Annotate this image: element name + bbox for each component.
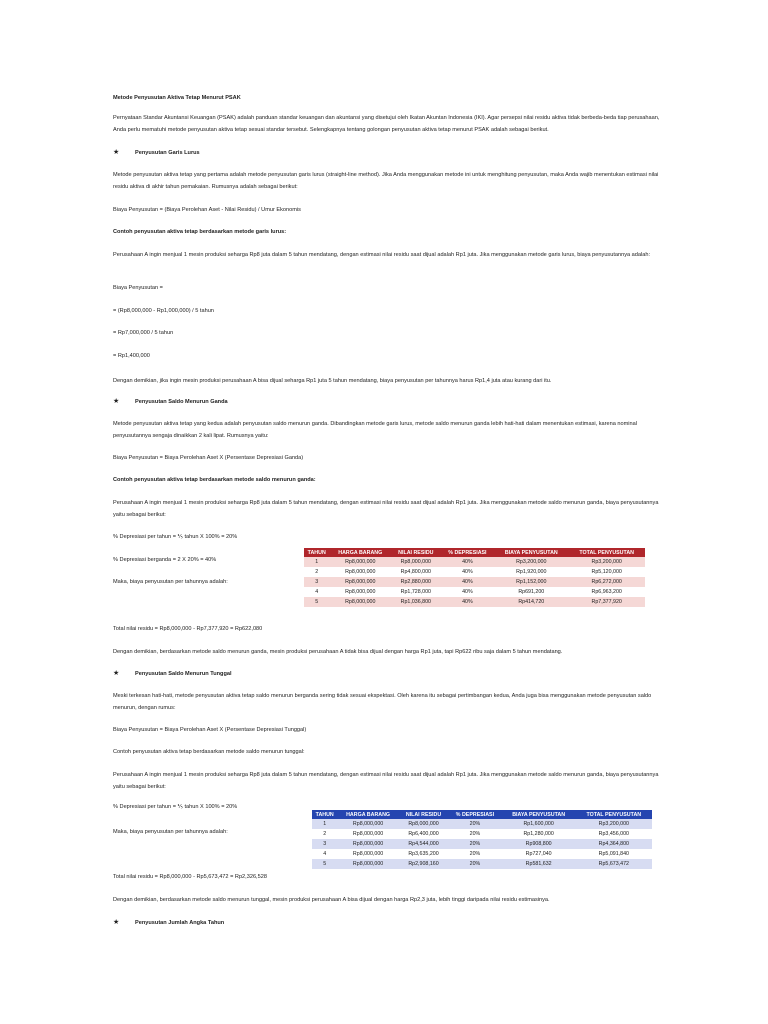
table-cell: 20% <box>448 829 501 839</box>
table-cell: Rp1,280,000 <box>502 829 576 839</box>
formula: Biaya Penyusutan = (Biaya Perolehan Aset - Nilai Residu) / Umur Ekonomis <box>113 207 301 213</box>
section-heading-jumlah-angka-tahun: Penyusutan Jumlah Angka Tahun <box>135 920 225 926</box>
table-cell: 5 <box>312 859 337 869</box>
table-cell: 3 <box>312 839 337 849</box>
star-bullet-icon: ★ <box>113 670 120 677</box>
table-cell: Rp1,920,000 <box>494 567 568 577</box>
table-cell: Rp3,200,000 <box>568 557 645 567</box>
table-cell: 20% <box>448 849 501 859</box>
table-cell: 1 <box>312 819 337 829</box>
table-cell: Rp1,600,000 <box>502 819 576 829</box>
star-bullet-icon: ★ <box>113 398 120 405</box>
table-row <box>304 597 645 607</box>
table-row <box>312 849 652 859</box>
table-cell: Rp727,040 <box>502 849 576 859</box>
example-heading: Contoh penyusutan aktiva tetap berdasarkan metode saldo menurun ganda: <box>113 477 316 483</box>
table-cell: Rp6,272,000 <box>568 577 645 587</box>
table-cell: 2 <box>312 829 337 839</box>
column-header: BIAYA PENYUSUTAN <box>502 810 576 819</box>
calculation-line: % Depresiasi per tahun = ⅕ tahun X 100% = 20% <box>113 534 238 540</box>
table-cell: Rp8,000,000 <box>329 577 391 587</box>
column-header: TAHUN <box>304 548 329 557</box>
paragraph: Metode penyusutan aktiva tetap yang pertama adalah metode penyusutan garis lurus (straight-line method). Jika Anda menggunakan metode ini untuk menghitung penyusutan, maka Anda wajib menentukan estimasi nilai residu aktiva di akhir tahun pemakaian. Rumusnya adalah sebagai berikut: <box>113 172 659 190</box>
table-cell: Rp908,800 <box>502 839 576 849</box>
table-cell: Rp8,000,000 <box>337 859 398 869</box>
column-header: NILAI RESIDU <box>399 810 448 819</box>
paragraph: Perusahaan A ingin menjual 1 mesin produksi seharga Rp8 juta dalam 5 tahun mendatang, dengan estimasi nilai residu saat dijual adalah Rp1 juta. Jika menggunakan metode saldo menurun ganda, biaya penyusutannya yaitu sebagai berikut: <box>113 500 659 518</box>
calculation-line: % Depresiasi berganda = 2 X 20% = 40% <box>113 557 217 563</box>
formula: Biaya Penyusutan = Biaya Perolehan Aset X (Persentase Depresiasi Ganda) <box>113 455 304 461</box>
conclusion: Dengan demikian, berdasarkan metode saldo menurun ganda, mesin produksi perusahaan A tidak bisa dijual dengan harga Rp1 juta, tapi Rp622 ribu saja dalam 5 tahun mendatang. <box>113 649 563 655</box>
column-header: BIAYA PENYUSUTAN <box>494 548 568 557</box>
table-cell: Rp3,200,000 <box>576 819 652 829</box>
conclusion: Dengan demikian, berdasarkan metode saldo menurun tunggal, mesin produksi perusahaan A bisa dijual dengan harga Rp2,3 juta, lebih tinggi daripada nilai residu estimasinya. <box>113 897 550 903</box>
table-cell: Rp8,000,000 <box>337 829 398 839</box>
table-cell: Rp6,400,000 <box>399 829 448 839</box>
table-cell: Rp3,200,000 <box>494 557 568 567</box>
section-heading-garis-lurus: Penyusutan Garis Lurus <box>135 150 200 156</box>
table-cell: 5 <box>304 597 329 607</box>
table-cell: 4 <box>312 849 337 859</box>
table-cell: Rp8,000,000 <box>337 819 398 829</box>
table-cell: Rp1,152,000 <box>494 577 568 587</box>
table-cell: 40% <box>441 597 495 607</box>
table-cell: Rp8,000,000 <box>337 849 398 859</box>
calculation-line: = (Rp8,000,000 - Rp1,000,000) / 5 tahun <box>113 308 214 314</box>
column-header: % DEPRESIASI <box>448 810 501 819</box>
table-cell: 20% <box>448 819 501 829</box>
table-cell: 20% <box>448 859 501 869</box>
table-cell: Rp1,728,000 <box>391 587 441 597</box>
depreciation-table-tunggal <box>312 810 652 869</box>
total-residual: Total nilai residu = Rp8,000,000 - Rp7,377,920 = Rp622,080 <box>113 626 263 632</box>
star-bullet-icon: ★ <box>113 919 120 926</box>
table-cell: Rp8,000,000 <box>329 597 391 607</box>
table-cell: Rp8,000,000 <box>329 557 391 567</box>
column-header: HARGA BARANG <box>337 810 398 819</box>
table-cell: Rp8,000,000 <box>329 567 391 577</box>
total-residual: Total nilai residu = Rp8,000,000 - Rp5,673,472 = Rp2,326,528 <box>113 874 267 880</box>
table-cell: Rp1,036,800 <box>391 597 441 607</box>
table-row <box>312 819 652 829</box>
table-cell: Rp414,720 <box>494 597 568 607</box>
conclusion: Dengan demikian, jika ingin mesin produksi perusahaan A bisa dijual seharga Rp1 juta 5 tahun mendatang, biaya penyusutan per tahunnya harus Rp1,4 juta atau kurang dari itu. <box>113 378 552 384</box>
table-cell: Rp7,377,920 <box>568 597 645 607</box>
table-row <box>312 859 652 869</box>
column-header: HARGA BARANG <box>329 548 391 557</box>
calculation-line: Biaya Penyusutan = <box>113 285 163 291</box>
table-cell: Rp3,635,200 <box>399 849 448 859</box>
table-cell: 40% <box>441 587 495 597</box>
calculation-line: = Rp7,000,000 / 5 tahun <box>113 330 174 336</box>
section-heading-saldo-menurun-ganda: Penyusutan Saldo Menurun Ganda <box>135 399 228 405</box>
table-row <box>304 587 645 597</box>
table-cell: Rp4,800,000 <box>391 567 441 577</box>
section-heading-saldo-menurun-tunggal: Penyusutan Saldo Menurun Tunggal <box>135 671 232 677</box>
paragraph: Perusahaan A ingin menjual 1 mesin produksi seharga Rp8 juta dalam 5 tahun mendatang, dengan estimasi nilai residu saat dijual adalah Rp1 juta. Jika menggunakan metode saldo menurun ganda, biaya penyusutannya yaitu sebagai berikut: <box>113 772 659 790</box>
table-cell: 4 <box>304 587 329 597</box>
calculation-line: % Depresiasi per tahun = ⅕ tahun X 100% = 20% <box>113 804 238 810</box>
paragraph: Metode penyusutan aktiva tetap yang kedua adalah penyusutan saldo menurun ganda. Dibandingkan metode garis lurus, metode saldo menurun ganda lebih hati-hati dalam menentukan estimasi, karena nominal penyusutannya sengaja dinaikkan 2 kali lipat. Rumusnya yaitu: <box>113 421 637 439</box>
calculation-line: Maka, biaya penyusutan per tahunnya adalah: <box>113 579 228 585</box>
table-row <box>304 557 645 567</box>
table-row <box>304 567 645 577</box>
table-cell: 20% <box>448 839 501 849</box>
table-cell: Rp5,091,840 <box>576 849 652 859</box>
star-bullet-icon: ★ <box>113 149 120 156</box>
table-cell: Rp581,632 <box>502 859 576 869</box>
table-cell: Rp4,544,000 <box>399 839 448 849</box>
column-header: TOTAL PENYUSUTAN <box>576 810 652 819</box>
table-row <box>312 829 652 839</box>
intro-paragraph: Pernyataan Standar Akuntansi Keuangan (PSAK) adalah panduan standar keuangan dan akuntansi yang disetujui oleh Ikatan Akuntan Indonesia (IKI). Agar persepsi nilai residu aktiva tidak berbeda-beda tiap perusahaan, Anda perlu mematuhi metode penyusutan aktiva tetap sesuai standar tersebut. Selengkapnya tentang golongan penyusutan aktiva tetap menurut PSAK adalah sebagai berikut. <box>113 115 660 133</box>
table-cell: Rp8,000,000 <box>329 587 391 597</box>
table-cell: Rp4,364,800 <box>576 839 652 849</box>
table-cell: Rp8,000,000 <box>337 839 398 849</box>
table-cell: Rp2,908,160 <box>399 859 448 869</box>
table-row <box>304 577 645 587</box>
table-row <box>312 839 652 849</box>
paragraph: Meski terkesan hati-hati, metode penyusutan aktiva tetap saldo menurun berganda sering tidak sesuai ekspektasi. Oleh karena itu sebagai pertimbangan kedua, Anda juga bisa menggunakan metode penyusutan saldo menurun, dengan rumus: <box>113 693 652 711</box>
calculation-line: Maka, biaya penyusutan per tahunnya adalah: <box>113 829 228 835</box>
calculation-line: = Rp1,400,000 <box>113 353 150 359</box>
table-cell: Rp3,456,000 <box>576 829 652 839</box>
table-cell: Rp5,673,472 <box>576 859 652 869</box>
table-cell: 1 <box>304 557 329 567</box>
table-cell: Rp8,000,000 <box>391 557 441 567</box>
table-cell: 40% <box>441 577 495 587</box>
depreciation-table-ganda <box>304 548 645 607</box>
table-cell: Rp6,963,200 <box>568 587 645 597</box>
paragraph: Perusahaan A ingin menjual 1 mesin produksi seharga Rp8 juta dalam 5 tahun mendatang, dengan estimasi nilai residu saat dijual adalah Rp1 juta. Jika menggunakan metode garis lurus, biaya penyusutannya adalah: <box>113 252 651 258</box>
example-heading: Contoh penyusutan aktiva tetap berdasarkan metode saldo menurun tunggal: <box>113 749 305 755</box>
table-cell: 2 <box>304 567 329 577</box>
column-header: NILAI RESIDU <box>391 548 441 557</box>
table-cell: 3 <box>304 577 329 587</box>
example-heading: Contoh penyusutan aktiva tetap berdasarkan metode garis lurus: <box>113 229 287 235</box>
table-cell: 40% <box>441 557 495 567</box>
column-header: TOTAL PENYUSUTAN <box>568 548 645 557</box>
column-header: % DEPRESIASI <box>441 548 495 557</box>
page-title: Metode Penyusutan Aktiva Tetap Menurut PSAK <box>113 95 241 101</box>
formula: Biaya Penyusutan = Biaya Perolehan Aset X (Persentase Depresiasi Tunggal) <box>113 727 307 733</box>
table-cell: Rp2,880,000 <box>391 577 441 587</box>
table-cell: 40% <box>441 567 495 577</box>
table-cell: Rp5,120,000 <box>568 567 645 577</box>
table-cell: Rp8,000,000 <box>399 819 448 829</box>
column-header: TAHUN <box>312 810 337 819</box>
table-cell: Rp691,200 <box>494 587 568 597</box>
